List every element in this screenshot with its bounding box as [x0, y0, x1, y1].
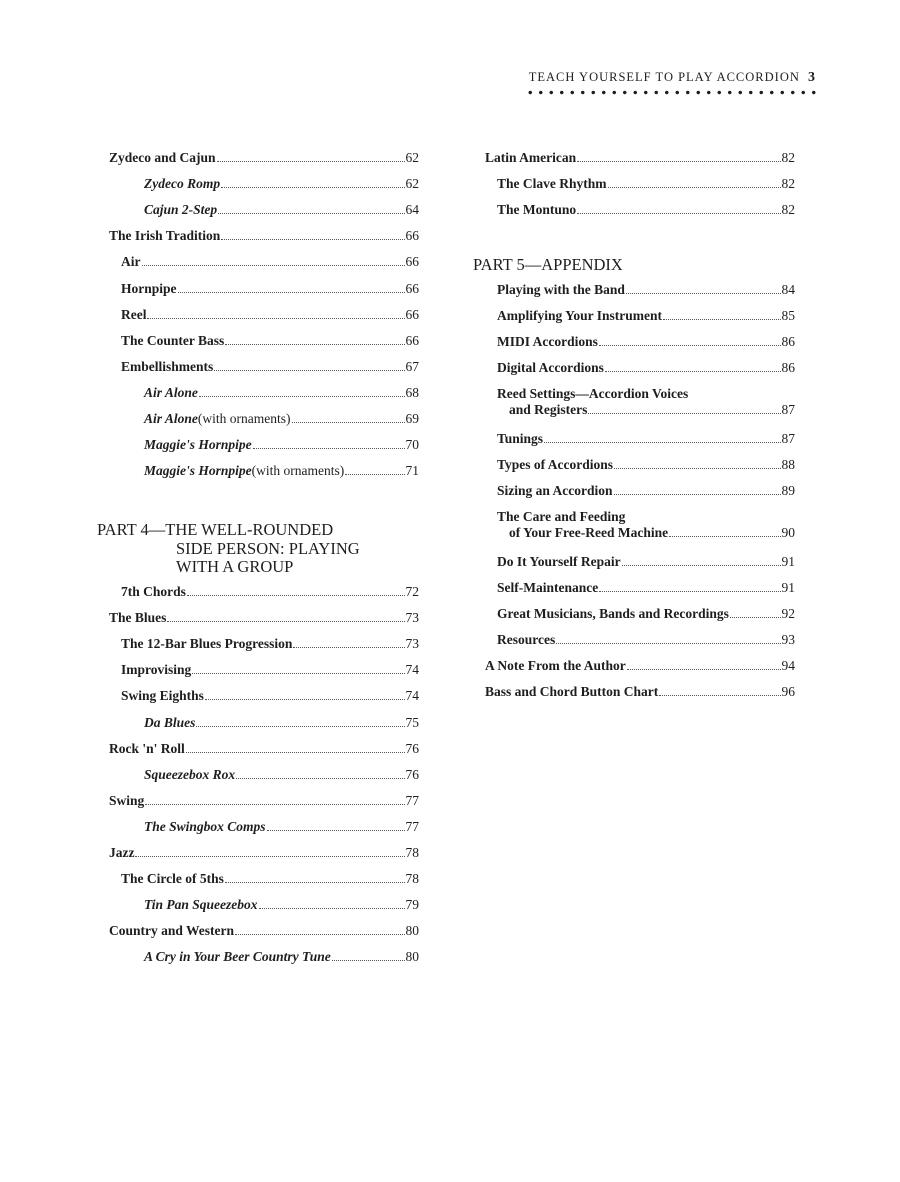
toc-page-number: 82 [781, 202, 795, 217]
toc-page-number: 67 [405, 358, 419, 374]
toc-entry-title: Tin Pan Squeezebox [144, 897, 258, 913]
dot-leader [192, 673, 404, 674]
toc-entry [97, 254, 419, 270]
toc-page-number: 66 [405, 332, 419, 348]
toc-entry-title: Maggie's Hornpipe [144, 463, 252, 479]
toc-page-number: 73 [405, 610, 419, 626]
dot-leader [577, 161, 780, 162]
toc-entry [97, 610, 419, 626]
dot-leader [187, 595, 405, 596]
toc-entry [473, 684, 795, 700]
toc-entry [97, 636, 419, 652]
toc-page-number: 66 [405, 254, 419, 270]
dot-leader [217, 161, 405, 162]
toc-page-number: 85 [781, 308, 795, 323]
toc-entry [97, 949, 419, 965]
toc-page-number: 96 [781, 684, 795, 699]
running-title: TEACH YOURSELF TO PLAY ACCORDION [528, 70, 800, 84]
toc-entry [473, 509, 795, 541]
dot-leader [214, 370, 404, 371]
toc-page-number: 66 [405, 280, 419, 296]
toc-page-number: 78 [405, 845, 419, 860]
toc-entry-note: (with ornaments) [251, 463, 345, 479]
toc-page-number: 87 [781, 402, 795, 417]
dot-leader [577, 213, 780, 214]
toc-page-number: 66 [405, 228, 419, 244]
toc-entry [97, 333, 419, 349]
dot-leader [235, 934, 404, 935]
toc-entry-title: Tunings [497, 431, 544, 446]
toc-entry-title: Hornpipe [121, 280, 177, 296]
toc-entry-wrapped [497, 509, 795, 541]
dot-leader [293, 647, 404, 648]
toc-entry [97, 359, 419, 375]
toc-entry [97, 463, 419, 479]
dot-leader [614, 494, 781, 495]
toc-page-number: 91 [781, 580, 795, 595]
toc-entry-title-continued: of Your Free-Reed Machine [509, 525, 669, 540]
toc-entry [97, 845, 419, 861]
toc-entry-line2 [497, 525, 795, 541]
dot-leader [199, 396, 405, 397]
toc-entry [473, 580, 795, 596]
toc-page-number: 93 [781, 632, 795, 647]
toc-page-number: 77 [405, 818, 419, 834]
toc-page-number: 89 [781, 483, 795, 498]
dot-leader [218, 213, 404, 214]
toc-entry [473, 334, 795, 350]
toc-entry [97, 923, 419, 939]
toc-entry-line2 [497, 402, 795, 418]
dot-leader [186, 752, 405, 753]
toc-entry-title: Amplifying Your Instrument [497, 308, 663, 323]
toc-entry-title: Improvising [121, 662, 192, 678]
toc-page-number: 90 [781, 525, 795, 540]
toc-entry-title: Types of Accordions [497, 457, 614, 472]
dot-leader [145, 804, 404, 805]
toc-page-number: 84 [781, 282, 795, 297]
dot-leader [626, 293, 781, 294]
toc-page-number: 71 [405, 463, 419, 479]
toc-entry-title: Maggie's Hornpipe [144, 437, 252, 453]
toc-entry-title: Bass and Chord Button Chart [485, 684, 659, 699]
toc-entry [473, 176, 795, 192]
toc-entry-title: Da Blues [144, 714, 196, 730]
toc-page-number: 91 [781, 554, 795, 569]
dot-leader [544, 442, 780, 443]
toc-entry [473, 632, 795, 648]
toc-entry [473, 308, 795, 324]
toc-entry-title: Jazz [109, 845, 135, 860]
toc-page-number: 94 [781, 658, 795, 673]
toc-page-number: 82 [781, 176, 795, 191]
toc-entry-title-continued: and Registers [509, 402, 588, 417]
dot-leader [267, 830, 405, 831]
dot-leader [147, 318, 404, 319]
toc-entry-title: The 12-Bar Blues Progression [121, 636, 293, 652]
toc-entry [97, 688, 419, 704]
toc-page-number: 70 [405, 437, 419, 453]
toc-entry-title: A Cry in Your Beer Country Tune [144, 949, 331, 965]
dot-leader [605, 371, 781, 372]
toc-entry-title: The Irish Tradition [109, 228, 221, 244]
toc-entry-title: The Care and Feeding [497, 509, 626, 524]
toc-entry-title: Zydeco and Cajun [109, 150, 216, 165]
toc-entry [97, 437, 419, 453]
toc-entry [473, 606, 795, 622]
toc-entry-title: The Counter Bass [121, 332, 225, 348]
toc-entry [97, 871, 419, 887]
toc-page-number: 87 [781, 431, 795, 446]
header-dot-rule [525, 90, 819, 95]
part-heading [473, 256, 623, 275]
toc-entry [97, 767, 419, 783]
toc-entry [473, 202, 795, 218]
toc-entry [97, 281, 419, 297]
dot-leader [599, 345, 781, 346]
toc-entry [97, 202, 419, 218]
dot-leader [599, 591, 780, 592]
dot-leader [608, 187, 781, 188]
toc-page-number: 73 [405, 636, 419, 652]
toc-entry [473, 360, 795, 376]
toc-entry [97, 819, 419, 835]
dot-leader [221, 239, 404, 240]
toc-entry [97, 793, 419, 809]
toc-entry-title: The Swingbox Comps [144, 818, 266, 834]
toc-entry-title: Air Alone [144, 411, 198, 426]
toc-page-number: 82 [781, 150, 795, 165]
toc-entry [473, 658, 795, 674]
toc-entry-title: Playing with the Band [497, 282, 625, 297]
toc-entry-title: MIDI Accordions [497, 334, 598, 349]
dot-leader [135, 856, 404, 857]
dot-leader [236, 778, 404, 779]
toc-entry [97, 584, 419, 600]
toc-page-number: 78 [405, 871, 419, 887]
toc-page-number: 64 [405, 202, 419, 218]
dot-leader [659, 695, 780, 696]
toc-entry [97, 715, 419, 731]
toc-entry [473, 386, 795, 418]
toc-entry-title: Air Alone [144, 384, 198, 400]
dot-leader [332, 960, 405, 961]
dot-leader [225, 344, 404, 345]
toc-entry-title: Latin American [485, 150, 577, 165]
toc-page-number: 77 [405, 792, 419, 808]
toc-entry [97, 307, 419, 323]
toc-page-number: 66 [405, 306, 419, 322]
dot-leader [292, 422, 405, 423]
toc-entry-title: Great Musicians, Bands and Recordings [497, 606, 729, 621]
dot-leader [663, 319, 780, 320]
running-header [529, 70, 816, 86]
dot-leader [345, 474, 404, 475]
toc-entry [97, 411, 419, 427]
dot-leader [253, 448, 405, 449]
toc-entry-title: Digital Accordions [497, 360, 604, 375]
toc-page-number: 74 [405, 688, 419, 704]
dot-leader [588, 413, 780, 414]
dot-leader [669, 536, 780, 537]
toc-page-number: 80 [405, 923, 419, 939]
toc-entry-title: Swing Eighths [121, 688, 204, 704]
toc-entry-title: Cajun 2-Step [144, 202, 218, 218]
dot-leader [167, 621, 404, 622]
toc-entry-title: Resources [497, 632, 556, 647]
toc-entry-title: Rock 'n' Roll [109, 740, 185, 756]
toc-page-number: 76 [405, 766, 419, 782]
part-heading-line: PART 5—APPENDIX [473, 255, 623, 274]
toc-page-number: 68 [405, 384, 419, 400]
part-heading-line: PART 4—THE WELL-ROUNDED [97, 520, 334, 539]
toc-page-number: 76 [405, 740, 419, 756]
toc-entry [97, 150, 419, 166]
dot-leader [225, 882, 405, 883]
dot-leader [556, 643, 780, 644]
toc-entry-title: Reed Settings—Accordion Voices [497, 386, 689, 401]
dot-leader [178, 292, 405, 293]
toc-entry-title: Self-Maintenance [497, 580, 599, 595]
toc-entry-note: (with ornaments) [197, 411, 291, 426]
toc-entry-title: Do It Yourself Repair [497, 554, 621, 569]
page-number: 3 [808, 70, 816, 85]
toc-entry [97, 176, 419, 192]
toc-entry [473, 457, 795, 473]
toc-entry [473, 483, 795, 499]
toc-entry [97, 228, 419, 244]
toc-entry-title: A Note From the Author [485, 658, 626, 673]
toc-entry-title: Swing [109, 792, 145, 808]
toc-page-number: 79 [405, 897, 419, 913]
toc-entry-title: Embellishments [121, 358, 214, 374]
toc-entry-wrapped [497, 386, 795, 418]
toc-entry-title: Sizing an Accordion [497, 483, 613, 498]
toc-entry-title: Country and Western [109, 923, 235, 939]
toc-page-number: 72 [405, 584, 419, 599]
toc-page-number: 80 [405, 949, 419, 965]
toc-page-number: 88 [781, 457, 795, 472]
toc-page-number: 74 [405, 662, 419, 678]
toc-page-number: 62 [405, 150, 419, 165]
toc-entry [473, 431, 795, 447]
dot-leader [205, 699, 405, 700]
dot-leader [614, 468, 780, 469]
toc-entry-title: The Montuno [497, 202, 577, 217]
dot-leader [142, 265, 405, 266]
dot-leader [627, 669, 781, 670]
toc-page-number: 92 [781, 606, 795, 621]
toc-page-number: 75 [405, 714, 419, 730]
toc-entry-title: Squeezebox Rox [144, 766, 236, 782]
toc-entry-title: 7th Chords [121, 584, 186, 599]
part-heading-line: SIDE PERSON: PLAYING [176, 538, 360, 558]
toc-entry [97, 385, 419, 401]
toc-entry [97, 662, 419, 678]
toc-entry [473, 150, 795, 166]
toc-entry-title: The Blues [109, 610, 167, 626]
dot-leader [221, 187, 404, 188]
toc-entry-title: Zydeco Romp [144, 176, 221, 192]
toc-page-number: 86 [781, 360, 795, 375]
toc-entry [473, 554, 795, 570]
toc-entry-title: Air [121, 254, 141, 270]
dot-leader [196, 726, 404, 727]
toc-page-number: 69 [405, 411, 419, 426]
dot-leader [259, 908, 405, 909]
part-heading-line: WITH A GROUP [176, 557, 294, 576]
dot-leader [622, 565, 781, 566]
part-heading [97, 521, 360, 577]
toc-entry-title: The Circle of 5ths [121, 871, 224, 887]
toc-entry-title: Reel [121, 306, 147, 322]
toc-page-number: 86 [781, 334, 795, 349]
toc-entry [97, 741, 419, 757]
toc-page-number: 62 [405, 176, 419, 192]
dot-leader [730, 617, 781, 618]
toc-entry [97, 897, 419, 913]
toc-entry [473, 282, 795, 298]
toc-entry-title: The Clave Rhythm [497, 176, 607, 191]
